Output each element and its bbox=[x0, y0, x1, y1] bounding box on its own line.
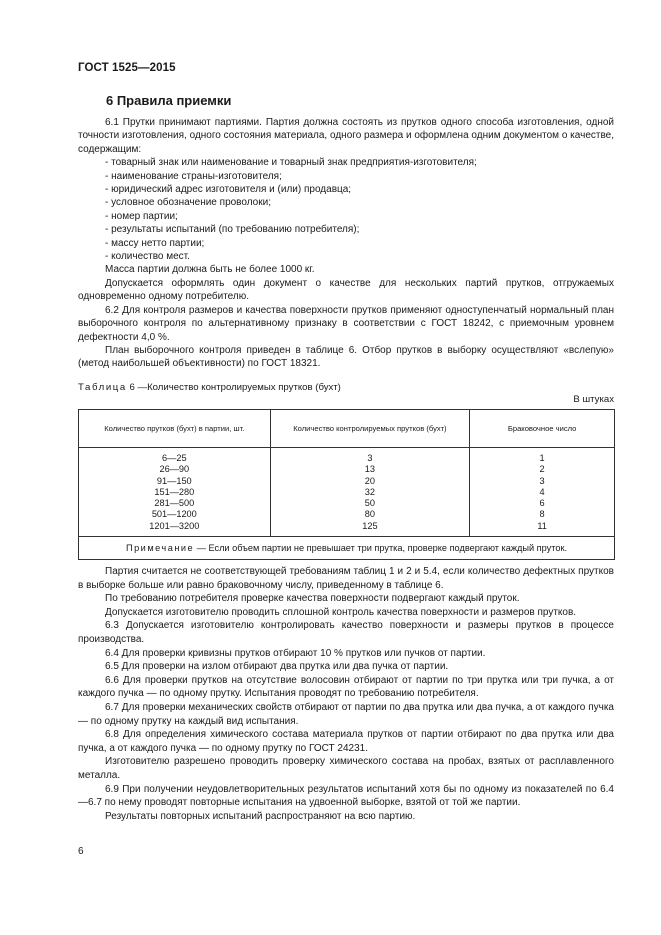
table-cell: 1 bbox=[539, 453, 545, 463]
paragraph: Допускается оформлять один документ о качестве для нескольких партий прутков, отгружаемых одновременно одному потребителю. bbox=[78, 277, 614, 303]
paragraph: 6.1 Прутки принимают партиями. Партия должна состоять из прутков одного способа изготовления, одной точности изготовления, одного состояния материала, одного размера и оформлена одним документом о качестве, содержащим: bbox=[78, 117, 614, 155]
table-cell: 91—150 bbox=[156, 475, 192, 486]
table-cell: 26—90 bbox=[159, 464, 190, 475]
table-cell: 3 bbox=[367, 453, 373, 463]
table-cell: 151—280 bbox=[154, 486, 195, 497]
body-bottom bbox=[78, 565, 614, 823]
table-cell: 50 bbox=[364, 498, 376, 509]
body-top bbox=[78, 116, 614, 371]
sampling-table bbox=[78, 409, 615, 560]
paragraph: Допускается изготовителю проводить сплошной контроль качества поверхности и размеров прутков. bbox=[105, 606, 577, 618]
table-note-row bbox=[79, 537, 615, 560]
paragraph: 6.9 При получении неудовлетворительных результатов испытаний хотя бы по одному из показателей по 6.4—6.7 по нему проводят повторные испытания на удвоенной выборке, взятой от той же партии. bbox=[78, 783, 614, 809]
table-caption-prefix: Таблица bbox=[78, 382, 127, 393]
paragraph: По требованию потребителя проверке качества поверхности подвергают каждый пруток. bbox=[105, 593, 520, 605]
column-header-batch-size: Количество прутков (бухт) в партии, шт. bbox=[79, 410, 271, 448]
paragraph: 6.2 Для контроля размеров и качества поверхности прутков применяют одноступенчатый нормальный план выборочного контроля по альтернативному признаку в соответствии с ГОСТ 18242, с приемочным уровнем дефектности 4,0 %. bbox=[78, 304, 614, 343]
list-item: - результаты испытаний (по требованию потребителя); bbox=[105, 224, 360, 236]
list-item: - условное обозначение проволоки; bbox=[105, 197, 271, 209]
table-units: В штуках bbox=[573, 394, 614, 405]
list-item: - наименование страны-изготовителя; bbox=[105, 170, 282, 182]
paragraph: 6.8 Для определения химического состава материала прутков от партии отбирают по два прутка или два пучка, а от каждого пучка — по одному прутку по ГОСТ 24231. bbox=[78, 729, 614, 754]
rejection-number-column bbox=[470, 448, 615, 537]
paragraph: Масса партии должна быть не более 1000 кг. bbox=[105, 264, 315, 276]
table-cell: 1201—3200 bbox=[149, 520, 200, 531]
note-text: — Если объем партии не превышает три прутка, проверке подвергают каждый пруток. bbox=[194, 543, 568, 554]
paragraph: 6.5 Для проверки на излом отбирают два прутка или два пучка от партии. bbox=[105, 661, 449, 673]
list-item: - юридический адрес изготовителя и (или) продавца; bbox=[105, 184, 352, 196]
table-body bbox=[79, 448, 615, 537]
table-cell: 13 bbox=[364, 464, 376, 475]
section-title: 6 Правила приемки bbox=[106, 93, 232, 108]
batch-size-column bbox=[79, 448, 271, 537]
paragraph: Результаты повторных испытаний распространяют на всю партию. bbox=[105, 810, 416, 822]
table-cell: 6—25 bbox=[162, 453, 187, 463]
table-cell: 125 bbox=[362, 520, 378, 531]
table-cell: 80 bbox=[364, 509, 376, 520]
table-cell: 6 bbox=[539, 498, 545, 509]
paragraph: 6.7 Для проверки механических свойств отбирают от партии по два прутка или два пучка, а от каждого пучка — по одному прутку на каждый вид испытания. bbox=[78, 701, 614, 727]
sample-size-column bbox=[270, 448, 470, 537]
table-header-row bbox=[79, 410, 615, 448]
list-item: - количество мест. bbox=[105, 251, 190, 263]
paragraph: План выборочного контроля приведен в таблице 6. Отбор прутков в выборку осуществляют «вслепую» (метод наибольшей объективности) по ГОСТ 18321. bbox=[78, 344, 614, 370]
list-item: - номер партии; bbox=[105, 210, 178, 222]
paragraph: 6.4 Для проверки кривизны прутков отбирают 10 % прутков или пучков от партии. bbox=[105, 647, 486, 659]
table-cell: 11 bbox=[537, 520, 547, 531]
table-cell: 501—1200 bbox=[151, 509, 197, 520]
note-prefix: Примечание bbox=[125, 543, 195, 554]
column-header-rejection-number: Браковочное число bbox=[470, 410, 615, 448]
list-item: - товарный знак или наименование и товарный знак предприятия-изготовителя; bbox=[105, 157, 477, 169]
table-cell: 281—500 bbox=[154, 498, 195, 509]
table-cell: 20 bbox=[364, 475, 376, 486]
list-item: - массу нетто партии; bbox=[105, 237, 205, 249]
paragraph: Изготовителю разрешено проводить проверку химического состава на пробах, взятых от расплавленного металла. bbox=[78, 756, 614, 781]
table-caption-text: 6 —Количество контролируемых прутков (бухт) bbox=[126, 382, 341, 393]
page-number: 6 bbox=[78, 846, 84, 857]
table-cell: 32 bbox=[364, 486, 376, 497]
table-note bbox=[79, 537, 615, 560]
column-header-sample-size: Количество контролируемых прутков (бухт) bbox=[270, 410, 470, 448]
table-cell: 8 bbox=[539, 509, 545, 520]
table-cell: 2 bbox=[539, 464, 545, 475]
paragraph: 6.6 Для проверки прутков на отсутствие волосовин отбирают от партии по три прутка или три пучка, а от каждого пучка — по одному прутку. Испытания проводят по требованию потребителя. bbox=[78, 674, 614, 700]
paragraph: 6.3 Допускается изготовителю контролировать качество поверхности и размеры прутков в процессе производства. bbox=[78, 620, 614, 645]
paragraph: Партия считается не соответствующей требованиям таблиц 1 и 2 и 5.4, если количество дефектных прутков в выборке больше или равно браковочному числу, приведенному в таблице 6. bbox=[78, 566, 614, 591]
table-cell: 4 bbox=[539, 486, 545, 497]
table-cell: 3 bbox=[539, 475, 545, 486]
document-code-header: ГОСТ 1525—2015 bbox=[78, 62, 176, 74]
table-caption bbox=[78, 382, 341, 393]
